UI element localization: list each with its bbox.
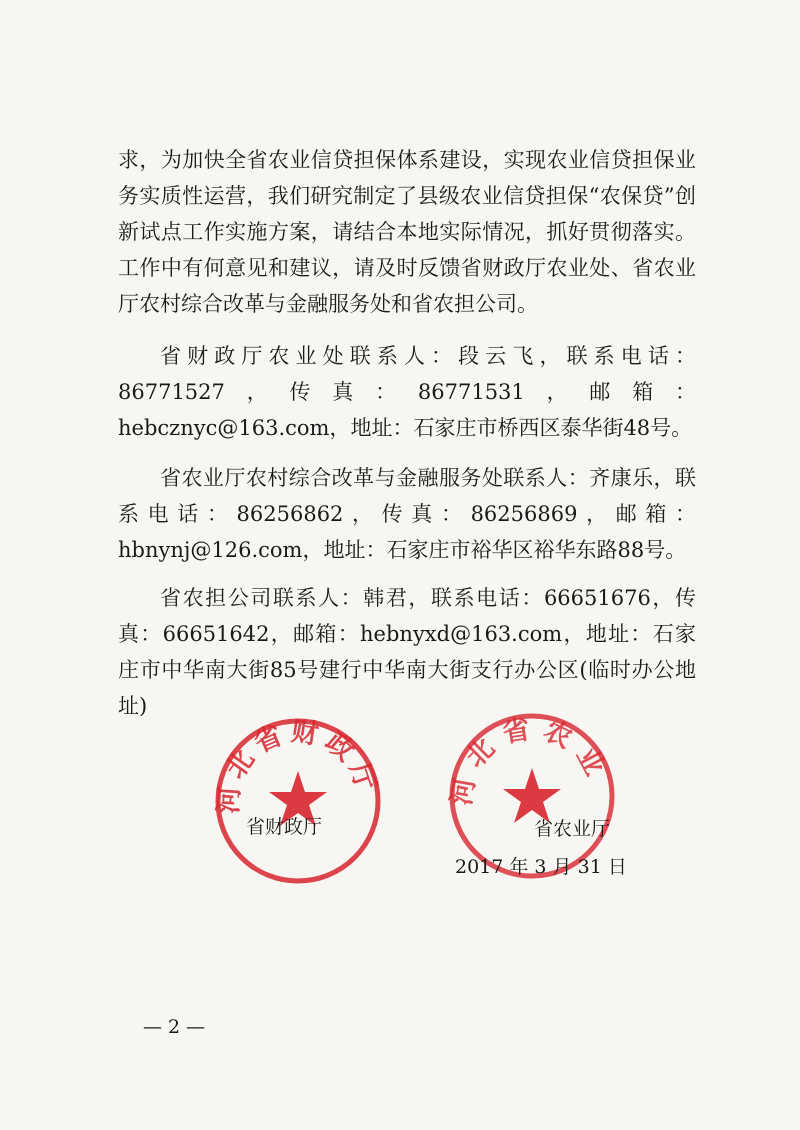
document-date: 2017 年 3 月 31 日 xyxy=(455,856,627,878)
paragraph-finance-contact: 省财政厅农业处联系人：段云飞，联系电话：86771527，传真：86771531，邮箱：hebcznyc@163.com，地址：石家庄市桥西区泰华街48号。 xyxy=(118,344,696,440)
finance-dept-seal xyxy=(212,715,384,887)
page-number: — 2 — xyxy=(143,1016,206,1038)
paragraph-agriculture-contact: 省农业厅农村综合改革与金融服务处联系人：齐康乐，联系电话：86256862，传真：86256869，邮箱：hbnynj@126.com，地址：石家庄市裕华区裕华东路88号。 xyxy=(118,466,696,562)
paragraph-intro: 求，为加快全省农业信贷担保体系建设，实现农业信贷担保业务实质性运营，我们研究制定了县级农业信贷担保“农保贷”创新试点工作实施方案，请结合本地实际情况，抓好贯彻落实。工作中有何意见和建议，请及时反馈省财政厅农业处、省农业厅农村综合改革与金融服务处和省农担公司。 xyxy=(118,148,696,316)
paragraph-guarantee-contact: 省农担公司联系人：韩君，联系电话：66651676，传真：66651642，邮箱：hebnyxd@163.com，地址：石家庄市中华南大街85号建行中华南大街支行办公区(临时办公地址) xyxy=(118,586,696,718)
seal-text: 河北省财政厅 xyxy=(213,715,383,815)
signature-finance-dept: 省财政厅 xyxy=(246,816,323,838)
seal-text: 河北省农业 xyxy=(446,712,615,808)
signature-agriculture-dept: 省农业厅 xyxy=(534,818,611,840)
